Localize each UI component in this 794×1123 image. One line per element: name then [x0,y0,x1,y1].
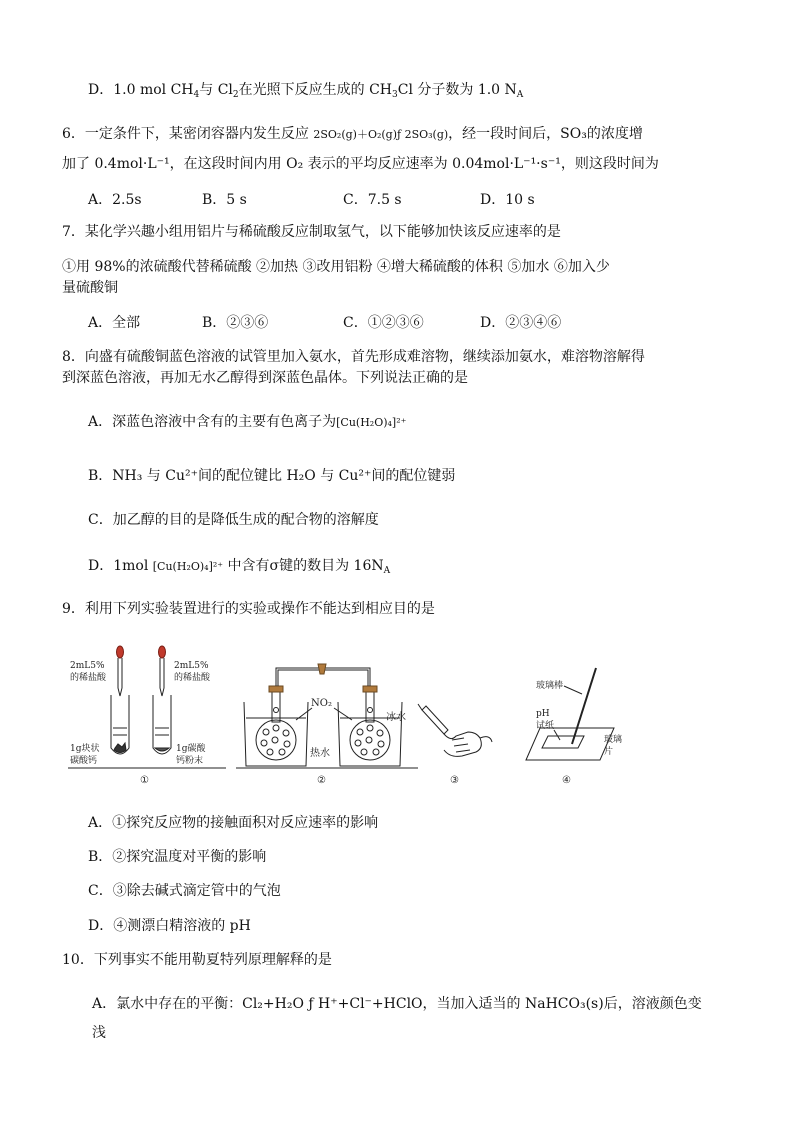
clamp [318,664,326,674]
figure-number: ③ [450,775,459,786]
option-label: D． [88,82,114,98]
burette-tip [422,706,448,734]
glass-label: 玻璃 [604,735,623,745]
q8-option-b: B．NH₃ 与 Cu²⁺间的配位键比 H₂O 与 Cu²⁺间的配位键弱 [88,468,456,484]
sub: 4 [193,90,200,100]
apparatus-1 [68,646,226,786]
figure-number: ① [140,775,149,786]
ph-paper [542,736,584,748]
glass-label: 片 [604,747,614,757]
q5-option-d [88,80,523,102]
q5d-text: 与 Cl [199,82,233,98]
q7-stem-line2: ①用 98%的浓硫酸代替稀硫酸 ②加热 ③改用铝粉 ④增大稀硫酸的体积 ⑤加水 ⑥加入少 [62,259,610,275]
acid-label-right: 2mL5% [174,661,209,671]
q9-option-d: D．④测漂白精溶液的 pH [88,918,251,934]
sub: 2 [232,90,239,100]
q8-option-d [88,556,390,578]
finger [454,744,468,746]
q8-a-text: A．深蓝色溶液中含有的主要有色离子为 [88,414,337,430]
hot-water-label: 热水 [310,748,330,759]
stopper [269,686,283,692]
solid-label-left: 1g块状 [70,744,100,754]
pointer-line [554,730,560,740]
ice-water-label: 冰水 [386,712,406,723]
q7-stem-line3: 量硫酸铜 [62,280,118,296]
acid-label-right: 的稀盐酸 [174,673,211,683]
q5d-text: 1.0 mol CH [113,82,194,98]
figure-number: ② [317,775,326,786]
solid-label-right: 1g碳酸 [176,744,206,754]
ph-label: 试纸 [536,721,555,731]
q8-option-c: C．加乙醇的目的是降低生成的配合物的溶解度 [88,512,379,528]
sub: A [516,90,524,100]
solid-label-right: 钙粉末 [176,756,204,766]
thumb [480,737,492,742]
stopper [363,686,377,692]
finger [456,750,470,752]
ph-label: pH [536,709,550,719]
apparatus-2 [236,664,418,786]
calcium-carbonate-chunk [114,743,126,753]
q8-option-a [88,412,406,433]
figure-number: ④ [562,775,571,786]
rod-label: 玻璃棒 [536,681,564,691]
q6-text: 6．一定条件下，某密闭容器内发生反应 [62,126,314,142]
q6-equation: 2SO₂(g)＋O₂(g)ƒ 2SO₃(g) [313,128,449,141]
q9-option-c: C．③除去碱式滴定管中的气泡 [88,883,281,899]
q7-option-c: C．①②③⑥ [343,315,424,331]
complex-ion: [Cu(H₂O)₄]²⁺ [152,560,224,573]
complex-ion: [Cu(H₂O)₄]²⁺ [336,416,407,429]
apparatus-3 [418,704,492,786]
q7-option-d: D．②③④⑥ [480,315,562,331]
q10-option-a-line2: 浅 [92,1025,106,1041]
dropper-bulb [117,646,124,658]
apparatus-4 [526,668,622,786]
dropper-tube [160,658,164,696]
acid-label-left: 的稀盐酸 [70,673,107,683]
q6-option-c: C．7.5 s [343,192,402,208]
q5d-text: 在光照下反应生成的 CH [238,82,392,98]
q10-stem: 10．下列事实不能用勒夏特列原理解释的是 [62,952,332,968]
no2-label: NO₂ [311,698,332,709]
q8-d-text: 中含有σ键的数目为 16N [223,558,384,574]
q6-option-a: A．2.5s [88,192,142,208]
q5d-text: Cl 分子数为 1.0 N [397,82,517,98]
q8-stem-line2: 到深蓝色溶液，再加无水乙醇得到深蓝色晶体。下列说法正确的是 [62,370,468,386]
q6-option-d: D．10 s [480,192,535,208]
q6-text: ，经一段时间后，SO₃的浓度增 [448,126,643,142]
q8-d-text: D．1mol [88,558,153,574]
q7-option-b: B．②③⑥ [202,315,269,331]
solid-label-left: 碳酸钙 [70,756,98,766]
q9-option-a: A．①探究反应物的接触面积对反应速率的影响 [88,815,379,831]
q9-stem: 9．利用下列实验装置进行的实验或操作不能达到相应目的是 [62,601,435,617]
q6-stem-line1 [62,124,643,145]
q9-apparatus-figure [66,640,626,790]
flask-neck [272,690,280,722]
q10-option-a-line1: A．氯水中存在的平衡：Cl₂+H₂O ƒ H⁺+Cl⁻+HClO，当加入适当的 NaHCO₃(s)后，溶液颜色变 [92,996,702,1012]
sub: 3 [392,90,398,100]
flask-neck [366,690,374,722]
q6-option-b: B．5 s [202,192,247,208]
glass-rod [572,668,596,744]
pointer-line [564,686,582,694]
glass-slide [526,728,614,760]
q6-stem-line2: 加了 0.4mol·L⁻¹，在这段时间内用 O₂ 表示的平均反应速率为 0.04mol·L⁻¹·s⁻¹，则这段时间为 [62,156,659,172]
test-tube-right [153,695,171,754]
q8-stem-line1: 8．向盛有硫酸铜蓝色溶液的试管里加入氨水，首先形成难溶物，继续添加氨水，难溶物溶解得 [62,349,645,365]
calcium-carbonate-powder [155,748,169,751]
q7-option-a: A．全部 [88,315,141,331]
q9-option-b: B．②探究温度对平衡的影响 [88,849,267,865]
burette-nozzle [418,704,422,710]
acid-label-left: 2mL5% [70,661,105,671]
dropper-bulb [159,646,166,658]
q7-stem-line1: 7．某化学兴趣小组用铝片与稀硫酸反应制取氢气，以下能够加快该反应速率的是 [62,224,561,240]
hand [444,732,481,756]
sub: A [383,566,391,576]
dropper-tube [118,658,122,696]
